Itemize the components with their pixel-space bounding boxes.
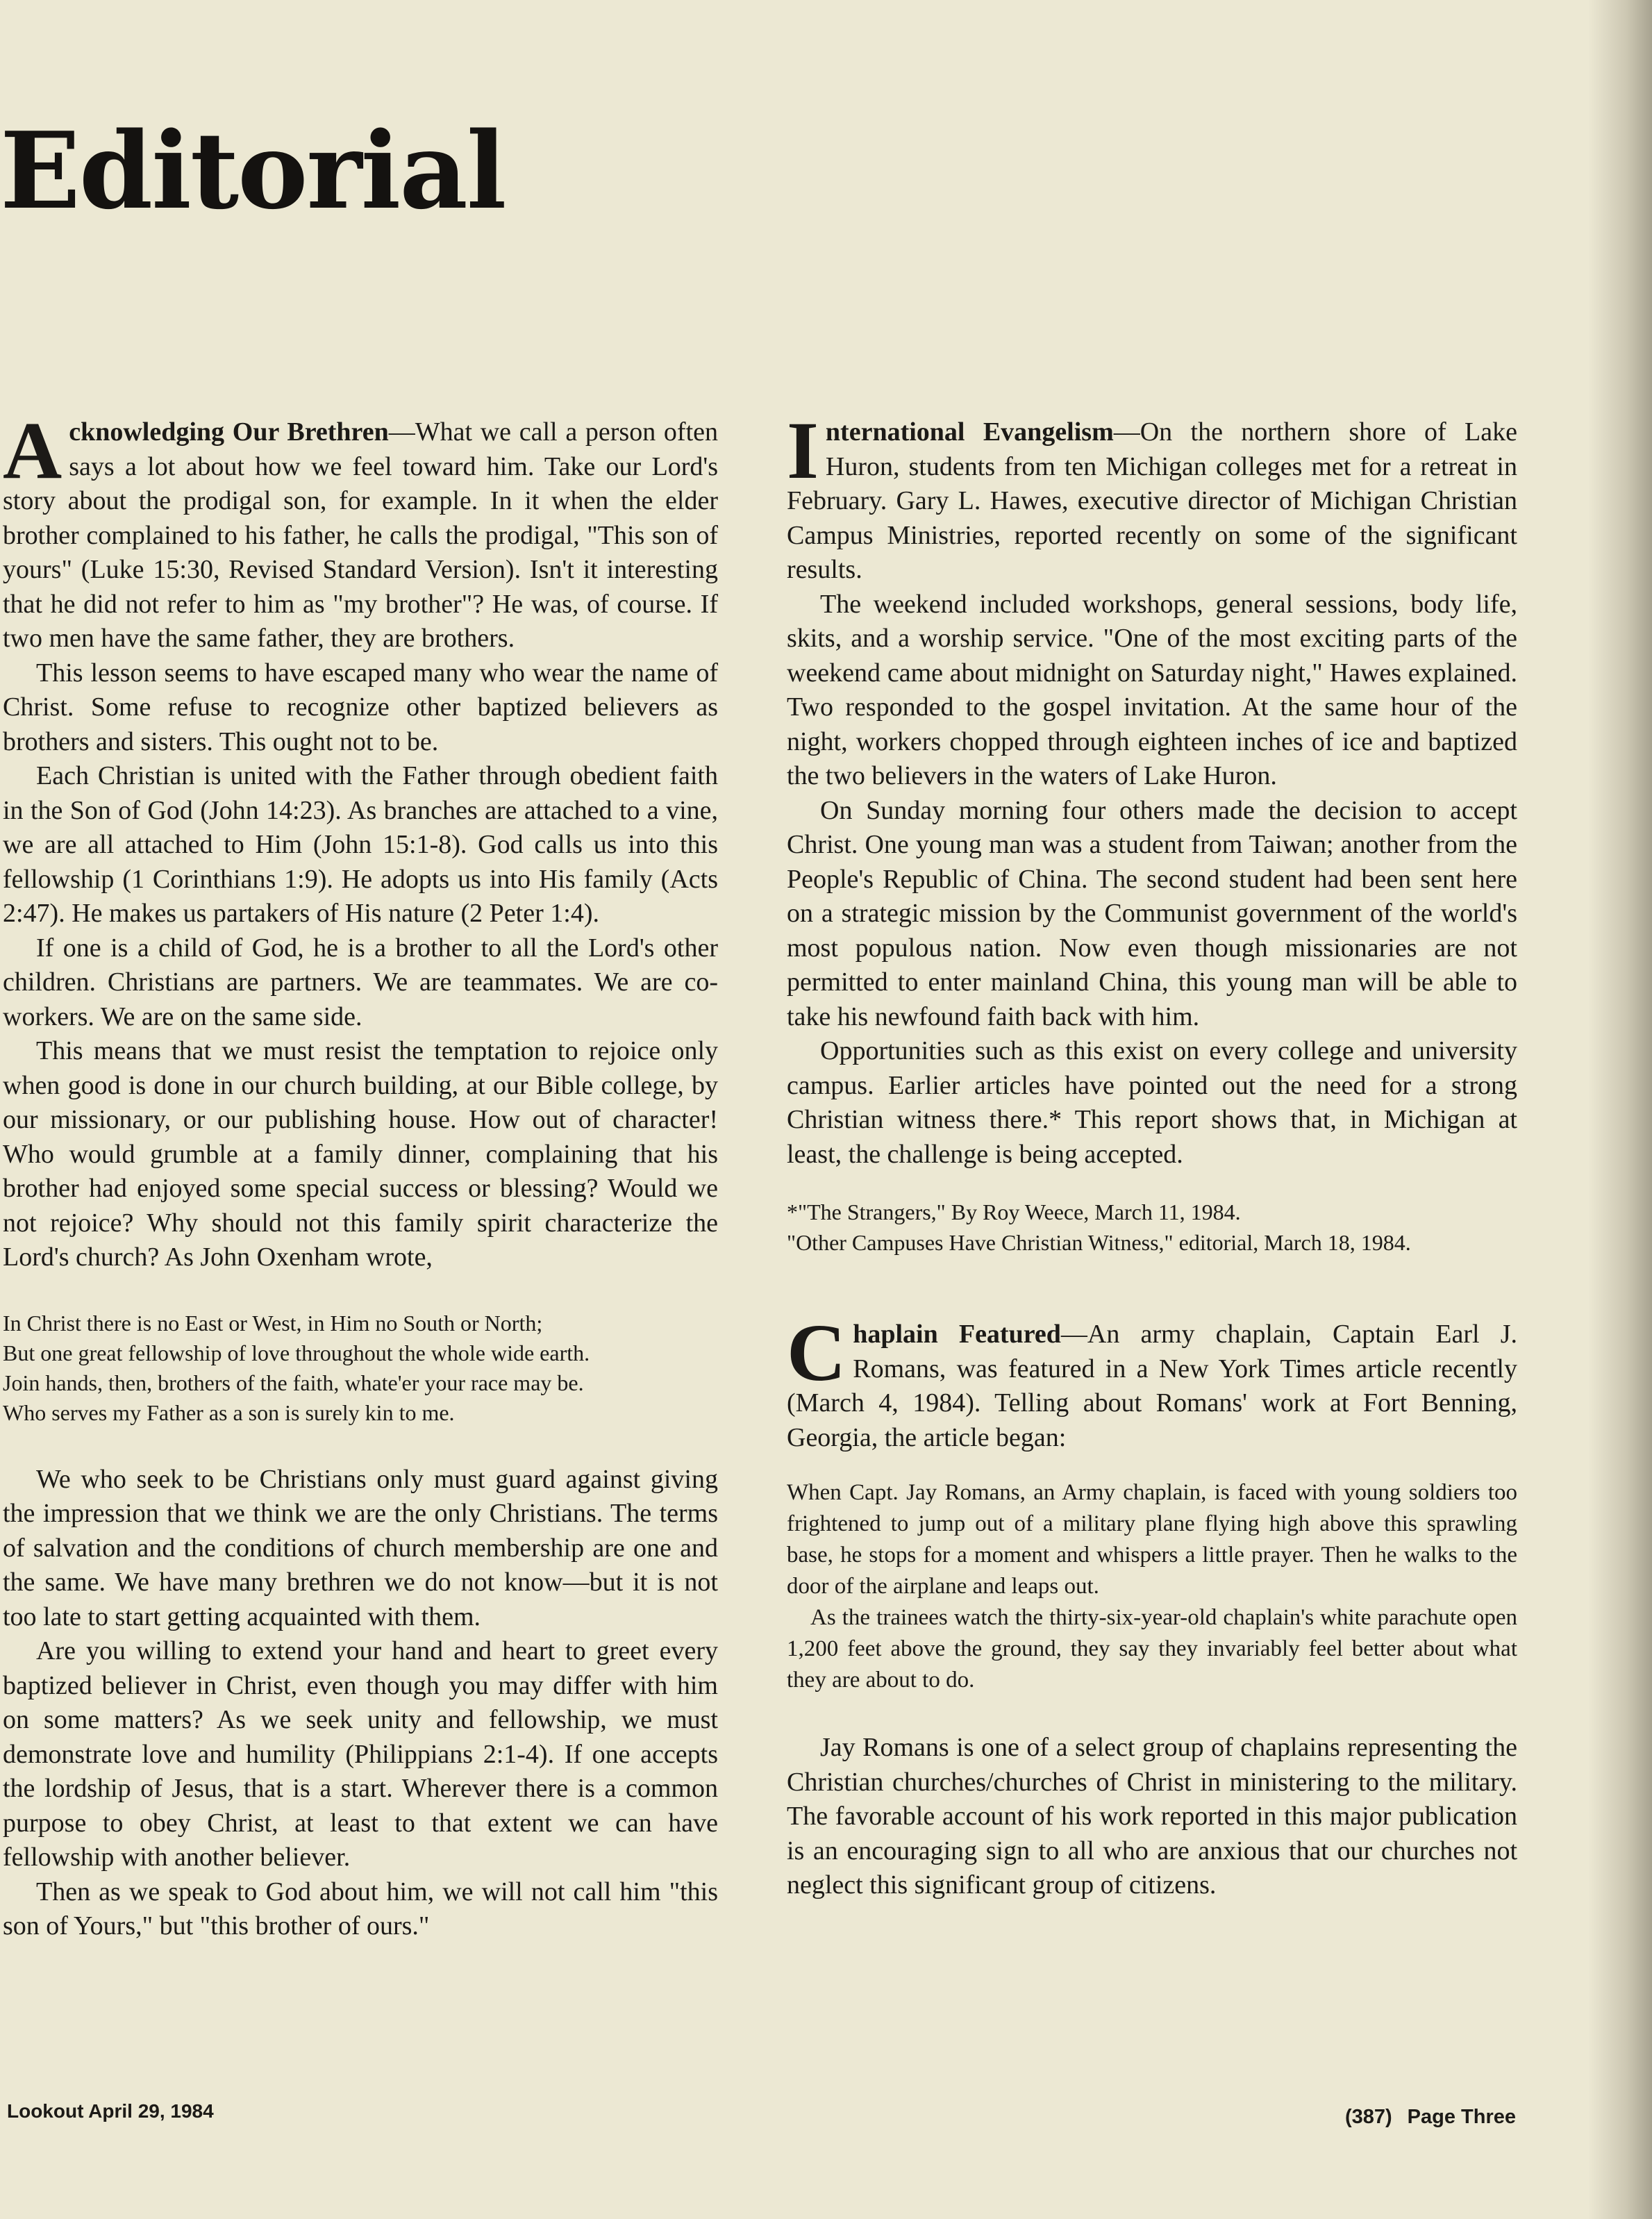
page-number: [1345, 2106, 1516, 2129]
article-chaplain-featured: [787, 1307, 1517, 1903]
article-international-evangelism: [787, 405, 1517, 1258]
article-lead-paragraph: [3, 405, 719, 656]
paragraph: Opportunities such as this exist on every college and university campus. Earlier articles have pointed out the need for a strong Christian witness there.* This report shows that, in Michigan at least, the challenge is being accepted.: [787, 1036, 1517, 1169]
poem-quote: [3, 1308, 718, 1428]
paragraph: This lesson seems to have escaped many who wear the name of Christ. Some refuse to recognize other baptized believers as brothers and sisters. This ought not to be.: [3, 658, 718, 756]
article-lead-paragraph: [787, 405, 1517, 588]
paragraph: Are you willing to extend your hand and heart to greet every baptized believer in Christ, even though you may differ with him on some matters? As we seek unity and fellowship, we must demonstrate love and humility (Philippians 2:1-4). If one accepts the lordship of Jesus, that is a start. Wherever there is a common purpose to obey Christ, at least to that extent we can have fellowship with another believer.: [3, 1636, 718, 1872]
article-acknowledging-brethren: [3, 405, 719, 1944]
poem-line: Join hands, then, brothers of the faith, whate'er your race may be.: [3, 1370, 584, 1395]
drop-cap: C: [787, 1307, 846, 1398]
article-lead-paragraph: [787, 1307, 1517, 1455]
quote-paragraph: As the trainees watch the thirty-six-year-old chaplain's white parachute open 1,200 feet above the ground, they say they invariably feel better about what they are about to do.: [787, 1605, 1517, 1693]
article-title: cknowledging Our Brethren: [69, 417, 389, 447]
quote-paragraph: When Capt. Jay Romans, an Army chaplain, is faced with young soldiers too frightened to jump out of a military plane flying high above this sprawling base, he stops for a moment and whispers a little prayer. Then he walks to the door of the airplane and leaps out.: [787, 1480, 1517, 1599]
right-column: [787, 405, 1517, 1903]
paragraph: —What we call a person often says a lot about how we feel toward him. Take our Lord's story about the prodigal son, for example. In it when the elder brother complained to his father, he calls the prodigal, "This son of yours" (Luke 15:30, Revised Standard Version). Isn't it interesting that he did not refer to him as "my brother"? He was, of course. If two men have the same father, they are brothers.: [3, 417, 719, 653]
article-title: haplain Featured: [853, 1320, 1061, 1349]
page-title: Editorial: [0, 108, 506, 233]
footnotes: [787, 1197, 1517, 1258]
paragraph: If one is a child of God, he is a brother to all the Lord's other children. Christians are partners. We are teammates. We are co-workers. We are on the same side.: [3, 933, 718, 1031]
paragraph: On Sunday morning four others made the decision to accept Christ. One young man was a student from Taiwan; another from the People's Republic of China. The second student had been sent here on a strategic mission by the Communist government of the world's most populous nation. Now even though missionaries are not permitted to enter mainland China, this young man will be able to take his newfound faith back with him.: [787, 795, 1517, 1031]
paragraph: Jay Romans is one of a select group of chaplains representing the Christian churches/churches of Christ in ministering to the military. The favorable account of his work reported in this major publication is an encouraging sign to all who are anxious that our churches not neglect this significant group of citizens.: [787, 1733, 1517, 1900]
drop-cap: I: [787, 405, 819, 496]
poem-line: But one great fellowship of love throughout the whole wide earth.: [3, 1340, 590, 1365]
poem-line: In Christ there is no East or West, in Him no South or North;: [3, 1310, 543, 1336]
paragraph: Each Christian is united with the Father through obedient faith in the Son of God (John 14:23). As branches are attached to a vine, we are all attached to Him (John 15:1-8). God calls us into this fellowship (1 Corinthians 1:9). He adopts us into His family (Acts 2:47). He makes us partakers of His nature (2 Peter 1:4).: [3, 761, 718, 928]
poem-line: Who serves my Father as a son is surely kin to me.: [3, 1399, 455, 1425]
page-label: Page Three: [1407, 2106, 1516, 2128]
paragraph: This means that we must resist the temptation to rejoice only when good is done in our church building, at our Bible college, by our missionary, or our publishing house. How out of character! Who would grumble at a family dinner, complaining that his brother had enjoyed some special success or blessing? Would we not rejoice? Why should not this family spirit characterize the Lord's church? As John Oxenham wrote,: [3, 1036, 718, 1272]
paragraph: —An army chaplain, Captain Earl J. Romans, was featured in a New York Times article recently (March 4, 1984). Telling about Romans' work at Fort Benning, Georgia, the article began:: [787, 1320, 1517, 1452]
paragraph: —On the northern shore of Lake Huron, students from ten Michigan colleges met for a retreat in February. Gary L. Hawes, executive director of Michigan Christian Campus Ministries, reported recently on some of the significant results.: [787, 417, 1517, 584]
page-code: (387): [1344, 2106, 1392, 2128]
footnote: "Other Campuses Have Christian Witness," editorial, March 18, 1984.: [787, 1230, 1411, 1255]
issue-date: Lookout April 29, 1984: [7, 2100, 214, 2122]
page-edge-shadow: [1588, 0, 1652, 2219]
article-title: nternational Evangelism: [825, 417, 1114, 447]
footnote: *"The Strangers," By Roy Weece, March 11, 1984.: [787, 1199, 1241, 1224]
paragraph: We who seek to be Christians only must guard against giving the impression that we think we are the only Christians. The terms of salvation and the conditions of church membership are one and the same. We have many brethren we do not know—but it is not too late to start getting acquainted with them.: [3, 1464, 718, 1631]
section-spacer: [787, 1258, 1517, 1318]
block-quote: [787, 1477, 1517, 1696]
paragraph: Then as we speak to God about him, we will not call him "this son of Yours," but "this brother of ours.": [3, 1877, 718, 1940]
paragraph: The weekend included workshops, general sessions, body life, skits, and a worship service. "One of the most exciting parts of the weekend came about midnight on Saturday night," Hawes explained. Two responded to the gospel invitation. At the same hour of the night, workers chopped through eighteen inches of ice and baptized the two believers in the waters of Lake Huron.: [787, 589, 1517, 790]
drop-cap: A: [3, 405, 62, 496]
